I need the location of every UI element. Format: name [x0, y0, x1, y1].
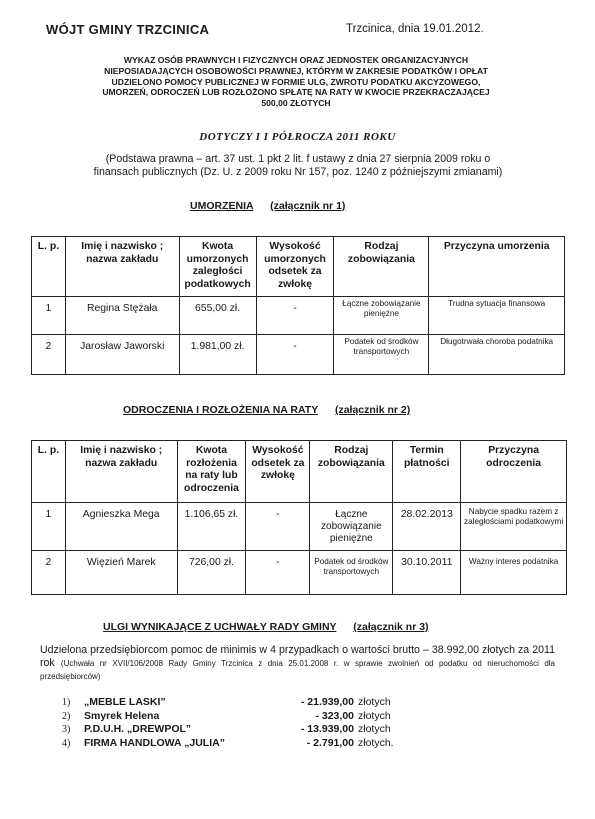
table-header-row	[32, 237, 565, 297]
list-item-currency: złotych	[358, 723, 391, 735]
column-header: Wysokość odsetek za zwłokę	[246, 441, 310, 503]
odroczenia-table	[31, 440, 567, 595]
list-item-amount: - 323,00	[315, 709, 354, 722]
column-header: Rodzaj zobowiązania	[310, 441, 393, 503]
cell-reason: Ważny interes podatnika	[461, 551, 567, 595]
section-title-text: ULGI WYNIKAJĄCE Z UCHWAŁY RADY GMINY	[103, 621, 337, 633]
cell-interest: -	[256, 297, 334, 335]
list-item	[62, 696, 394, 710]
column-header: Kwota rozłożenia na raty lub odroczenia	[177, 441, 246, 503]
list-item	[62, 737, 394, 751]
intro-line: NIEPOSIADAJĄCYCH OSOBOWOŚCI PRAWNEJ, KTÓRYM W ZAKRESIE PODATKÓW I OPŁAT	[104, 65, 488, 76]
list-item-name: Smyrek Helena	[84, 709, 160, 722]
annex-label: (załącznik nr 3)	[353, 621, 429, 633]
column-header: Rodzaj zobowiązania	[334, 237, 429, 297]
cell-lp: 1	[32, 503, 66, 551]
list-item-currency: złotych.	[358, 736, 394, 749]
list-item	[62, 710, 394, 724]
list-item-amount: - 13.939,00	[300, 723, 354, 735]
cell-lp: 2	[32, 335, 66, 375]
cell-name: Regina Stężała	[65, 297, 179, 335]
cell-lp: 1	[32, 297, 66, 335]
intro-line: UMORZEŃ, ODROCZEŃ LUB ROZŁOŻONO SPŁATĘ NA RATY W KWOCIE PRZEKRACZAJĄCEJ	[102, 87, 490, 98]
table-row	[32, 503, 567, 551]
cell-name: Więzień Marek	[65, 551, 177, 595]
table-header-row	[32, 441, 567, 503]
cell-type: Łączne zobowiązanie pieniężne	[334, 297, 429, 335]
cell-type: Podatek od środków transportowych	[334, 335, 429, 375]
section-title-text: UMORZENIA	[190, 200, 254, 212]
legal-basis-line: finansach publicznych (Dz. U. z 2009 roku Nr 157, poz. 1240 z późniejszymi zmianami)	[93, 166, 503, 178]
cell-lp: 2	[32, 551, 66, 595]
cell-type: Łączne zobowiązanie pieniężne	[310, 503, 393, 551]
section-title-ulgi	[103, 621, 429, 633]
section-title-odroczenia	[123, 404, 410, 416]
table-row	[32, 551, 567, 595]
cell-name: Jarosław Jaworski	[65, 335, 179, 375]
legal-basis	[56, 153, 540, 179]
cell-interest: -	[246, 551, 310, 595]
ulgi-description	[40, 644, 555, 683]
list-item	[62, 723, 394, 737]
list-item-currency: złotych	[358, 709, 391, 722]
cell-reason: Trudna sytuacja finansowa	[429, 297, 565, 335]
document-intro	[56, 55, 536, 109]
section-title-umorzenia	[190, 200, 345, 212]
cell-name: Agnieszka Mega	[65, 503, 177, 551]
cell-amount: 726,00 zł.	[177, 551, 246, 595]
section-title-text: ODROCZENIA I ROZŁOŻENIA NA RATY	[123, 404, 319, 416]
column-header: Termin płatności	[393, 441, 461, 503]
list-item-name: „MEBLE LASKI”	[84, 696, 166, 708]
table-row	[32, 297, 565, 335]
ulgi-note: (Uchwała nr XVII/106/2008 Rady Gminy Trzcinica z dnia 25.01.2008 r. w sprawie zwolnień od podatku od nieruchomości dla przedsiębiorców)	[40, 659, 556, 681]
list-item-number: 2)	[62, 710, 71, 722]
table-row	[32, 335, 565, 375]
list-item-name: P.D.U.H. „DREWPOL”	[84, 723, 192, 735]
legal-basis-line: (Podstawa prawna – art. 37 ust. 1 pkt 2 lit. f ustawy z dnia 27 sierpnia 2009 roku o	[105, 153, 491, 165]
cell-reason: Długotrwała choroba podatnika	[429, 335, 565, 375]
cell-type: Podatek od środków transportowych	[310, 551, 393, 595]
cell-interest: -	[256, 335, 334, 375]
intro-line: WYKAZ OSÓB PRAWNYCH I FIZYCZNYCH ORAZ JEDNOSTEK ORGANIZACYJNYCH	[123, 55, 469, 65]
column-header: Przyczyna umorzenia	[429, 237, 565, 297]
authority-heading: WÓJT GMINY TRZCINICA	[46, 22, 210, 37]
ulgi-list	[62, 696, 394, 750]
column-header: Przyczyna odroczenia	[461, 441, 567, 503]
cell-reason: Nabycie spadku razem z zaległościami podatkowymi	[461, 503, 567, 551]
column-header: Wysokość umorzonych odsetek za zwłokę	[256, 237, 334, 297]
list-item-name: FIRMA HANDLOWA „JULIA”	[84, 736, 225, 749]
cell-amount: 655,00 zł.	[179, 297, 256, 335]
column-header: Kwota umorzonych zaległości podatkowych	[179, 237, 256, 297]
list-item-amount: - 21.939,00	[300, 696, 354, 708]
intro-line: UDZIELONO POMOCY PUBLICZNEJ W FORMIE ULG, ZWROTU PODATKU AKCYZOWEGO,	[111, 76, 481, 87]
column-header: Imię i nazwisko ; nazwa zakładu	[65, 237, 179, 297]
period-heading: DOTYCZY I I PÓŁROCZA 2011 ROKU	[199, 131, 396, 143]
cell-due: 30.10.2011	[393, 551, 461, 595]
list-item-currency: złotych	[358, 696, 391, 708]
umorzenia-table	[31, 236, 565, 375]
list-item-number: 1)	[62, 697, 71, 708]
annex-label: (załącznik nr 2)	[334, 404, 411, 416]
cell-amount: 1.106,65 zł.	[177, 503, 246, 551]
cell-due: 28.02.2013	[393, 503, 461, 551]
column-header: L. p.	[32, 237, 66, 297]
cell-interest: -	[246, 503, 310, 551]
column-header: L. p.	[32, 441, 66, 503]
place-date: Trzcinica, dnia 19.01.2012.	[346, 23, 484, 35]
cell-amount: 1.981,00 zł.	[179, 335, 256, 375]
list-item-amount: - 2.791,00	[306, 736, 354, 749]
annex-label: (załącznik nr 1)	[270, 200, 346, 212]
list-item-number: 3)	[62, 724, 71, 735]
intro-line: 500,00 ZŁOTYCH	[261, 98, 331, 109]
list-item-number: 4)	[62, 737, 71, 749]
ulgi-main-text: Udzielona przedsiębiorcom pomoc de minimis w 4 przypadkach o wartości brutto – 38.992,00 złotych za 2011 rok	[40, 644, 555, 669]
column-header: Imię i nazwisko ; nazwa zakładu	[65, 441, 177, 503]
